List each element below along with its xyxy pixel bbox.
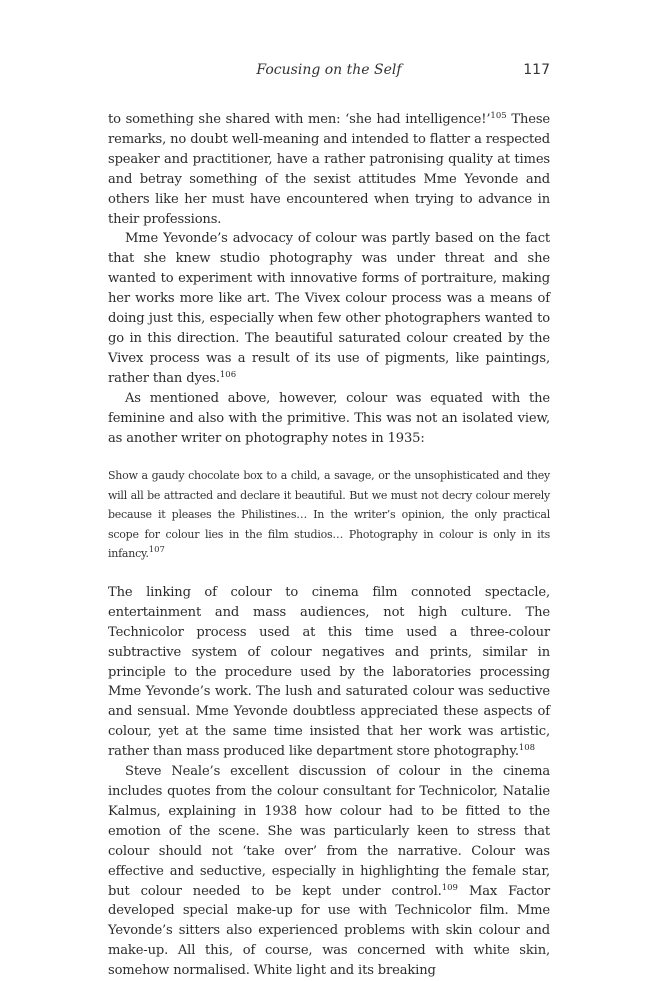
paragraph-5-continuation: Max Factor developed special make-up for use with Technicolor film. Mme Yevonde’s sitters also experienced problems with skin colour and make-up. All this, of course, was concerned with white skin, somehow normalised. White light and its breaking xyxy=(108,883,550,979)
page-number: 117 xyxy=(523,62,550,78)
paragraph-3 xyxy=(108,389,550,449)
paragraph-1-continuation: These remarks, no doubt well-meaning and intended to flatter a respected speaker and practitioner, have a rather patronising quality at times and betray something of the sexist attitudes Mme Yevonde and others like her must have encountered when trying to advance in their professions. xyxy=(108,112,551,227)
block-quote-text: Show a gaudy chocolate box to a child, a savage, or the unsophisticated and they will all be attracted and declare it beautiful. But we must not decry colour merely because it pleases the Philistines… In the writer’s opinion, the only practical scope for colour lies in the film studios… Photography in colour is only in its infancy. xyxy=(108,469,550,561)
paragraph-4-text: The linking of colour to cinema film connoted spectacle, entertainment and mass audiences, not high culture. The Technicolor process used at this time used a three-colour subtractive system of colour negatives and prints, similar in principle to the procedure used by the laboratories processing Mme Yevonde’s work. The lush and saturated colour was seductive and sensual. Mme Yevonde doubtless appreciated these aspects of colour, yet at the same time insisted that her work was artistic, rather than mass produced like department store photography. xyxy=(108,584,550,760)
paragraph-5 xyxy=(108,762,550,981)
footnote-ref-109: 109 xyxy=(441,882,458,893)
paragraph-2 xyxy=(108,229,550,388)
paragraph-2-text: Mme Yevonde’s advocacy of colour was partly based on the fact that she knew studio photography was under threat and she wanted to experiment with innovative forms of portraiture, making her works more like art. The Vivex colour process was a means of doing just this, especially when few other photographers wanted to go in this direction. The beautiful saturated colour created by the Vivex process was a result of its use of pigments, like paintings, rather than dyes. xyxy=(108,231,550,386)
paragraph-1 xyxy=(108,110,550,229)
paragraph-5-text: Steve Neale’s excellent discussion of colour in the cinema includes quotes from the colour consultant for Technicolor, Natalie Kalmus, explaining in 1938 how colour had to be fitted to the emotion of the scene. She was particularly keen to stress that colour should not ‘take over’ from the narrative. Colour was effective and seductive, especially in highlighting the female star, but colour needed to be kept under control. xyxy=(108,764,550,899)
block-quote xyxy=(108,466,550,564)
paragraph-3-text: As mentioned above, however, colour was equated with the feminine and also with the primitive. This was not an isolated view, as another writer on photography notes in 1935: xyxy=(108,390,550,446)
paragraph-4 xyxy=(108,583,550,762)
paragraph-1-text: to something she shared with men: ‘she had intelligence!’ xyxy=(108,112,491,127)
page-header xyxy=(108,62,550,84)
body-text xyxy=(108,110,550,981)
footnote-ref-108: 108 xyxy=(518,743,536,754)
footnote-ref-107: 107 xyxy=(148,545,165,556)
running-head: Focusing on the Self xyxy=(256,62,402,78)
footnote-ref-105: 105 xyxy=(490,111,507,121)
footnote-ref-106: 106 xyxy=(219,369,237,380)
